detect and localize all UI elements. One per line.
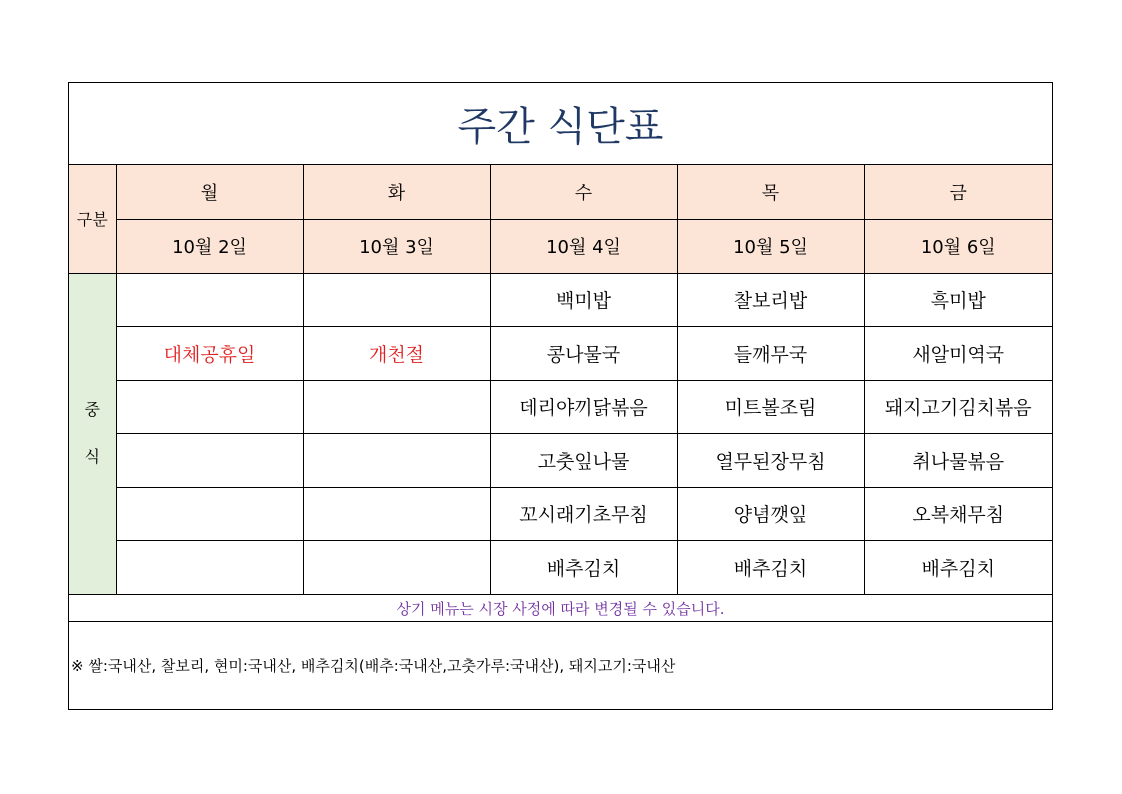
menu-cell [116,434,303,488]
day-header-mon: 월 [116,165,303,219]
menu-item: 데리야끼닭볶음 [490,380,677,434]
change-notice: 상기 메뉴는 시장 사정에 따라 변경될 수 있습니다. [69,594,1052,622]
menu-item: 미트볼조림 [677,380,864,434]
lunch-label-1: 중 [84,400,100,420]
menu-cell [303,380,490,434]
menu-item: 열무된장무침 [677,434,864,488]
date-header-thu: 10월 5일 [677,219,864,273]
menu-cell [116,487,303,541]
menu-item: 새알미역국 [864,327,1052,381]
holiday-tue: 개천절 [303,327,490,381]
menu-item: 흑미밥 [864,273,1052,327]
lunch-label-2: 식 [84,446,100,466]
menu-item: 콩나물국 [490,327,677,381]
lunch-label [69,273,116,594]
menu-table [69,165,1052,595]
menu-item: 고춧잎나물 [490,434,677,488]
menu-cell [116,273,303,327]
menu-item: 백미밥 [490,273,677,327]
menu-item: 양념깻잎 [677,487,864,541]
date-header-wed: 10월 4일 [490,219,677,273]
holiday-mon: 대체공휴일 [116,327,303,381]
menu-item: 배추김치 [864,541,1052,595]
date-header-fri: 10월 6일 [864,219,1052,273]
menu-sheet [68,82,1053,710]
menu-cell [303,273,490,327]
date-header-mon: 10월 2일 [116,219,303,273]
menu-cell [116,541,303,595]
day-header-fri: 금 [864,165,1052,219]
date-header-tue: 10월 3일 [303,219,490,273]
menu-item: 오복채무침 [864,487,1052,541]
menu-item: 들깨무국 [677,327,864,381]
menu-item: 꼬시래기초무침 [490,487,677,541]
menu-cell [116,380,303,434]
day-header-tue: 화 [303,165,490,219]
menu-item: 배추김치 [677,541,864,595]
menu-cell [303,487,490,541]
menu-cell [303,541,490,595]
menu-cell [303,434,490,488]
menu-item: 찰보리밥 [677,273,864,327]
day-header-wed: 수 [490,165,677,219]
origin-note: ※ 쌀:국내산, 찰보리, 현미:국내산, 배추김치(배추:국내산,고춧가루:국내산), 돼지고기:국내산 [71,657,676,675]
menu-item: 돼지고기김치볶음 [864,380,1052,434]
day-header-thu: 목 [677,165,864,219]
menu-item: 배추김치 [490,541,677,595]
menu-item: 취나물볶음 [864,434,1052,488]
page-title: 주간 식단표 [69,83,1052,165]
category-header: 구분 [69,165,116,273]
